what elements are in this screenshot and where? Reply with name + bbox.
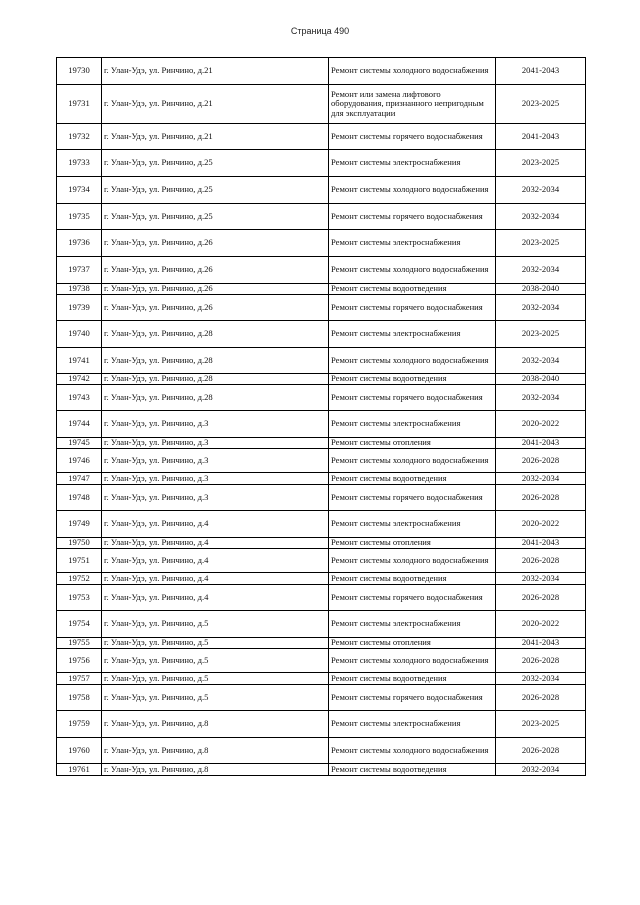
row-work-type: Ремонт системы горячего водоснабжения [329,585,496,611]
row-address: г. Улан-Удэ, ул. Ринчино, д.4 [102,585,329,611]
row-period: 2041-2043 [496,438,586,449]
table-row [57,385,586,411]
row-period: 2032-2034 [496,257,586,284]
row-number: 19744 [57,411,102,438]
row-number: 19750 [57,538,102,549]
row-period: 2026-2028 [496,549,586,573]
row-work-type: Ремонт системы отопления [329,538,496,549]
table-row [57,738,586,764]
row-work-type: Ремонт системы холодного водоснабжения [329,449,496,473]
row-work-type: Ремонт системы холодного водоснабжения [329,257,496,284]
row-period: 2026-2028 [496,485,586,511]
table-row [57,348,586,374]
table-row [57,685,586,711]
row-period: 2020-2022 [496,611,586,638]
row-period: 2038-2040 [496,374,586,385]
row-address: г. Улан-Удэ, ул. Ринчино, д.21 [102,85,329,124]
row-work-type: Ремонт системы отопления [329,438,496,449]
table-row [57,449,586,473]
row-number: 19756 [57,649,102,673]
row-address: г. Улан-Удэ, ул. Ринчино, д.28 [102,348,329,374]
row-number: 19730 [57,58,102,85]
table-row [57,611,586,638]
row-work-type: Ремонт системы электроснабжения [329,411,496,438]
row-address: г. Улан-Удэ, ул. Ринчино, д.28 [102,374,329,385]
row-number: 19753 [57,585,102,611]
row-number: 19735 [57,204,102,230]
table-row [57,150,586,177]
row-number: 19736 [57,230,102,257]
row-period: 2020-2022 [496,411,586,438]
row-number: 19749 [57,511,102,538]
table-row [57,538,586,549]
row-address: г. Улан-Удэ, ул. Ринчино, д.3 [102,485,329,511]
row-number: 19758 [57,685,102,711]
table-row [57,177,586,204]
row-number: 19741 [57,348,102,374]
row-work-type: Ремонт системы электроснабжения [329,611,496,638]
table-row [57,58,586,85]
row-address: г. Улан-Удэ, ул. Ринчино, д.25 [102,177,329,204]
row-address: г. Улан-Удэ, ул. Ринчино, д.5 [102,685,329,711]
table-row [57,511,586,538]
row-work-type: Ремонт системы электроснабжения [329,511,496,538]
row-work-type: Ремонт системы холодного водоснабжения [329,649,496,673]
table-row [57,374,586,385]
row-number: 19739 [57,295,102,321]
row-number: 19734 [57,177,102,204]
page-number-label: Страница 490 [290,26,350,36]
table-row [57,204,586,230]
row-period: 2023-2025 [496,321,586,348]
row-number: 19757 [57,673,102,685]
row-address: г. Улан-Удэ, ул. Ринчино, д.5 [102,673,329,685]
row-work-type: Ремонт системы холодного водоснабжения [329,177,496,204]
row-period: 2020-2022 [496,511,586,538]
table-row [57,649,586,673]
row-address: г. Улан-Удэ, ул. Ринчино, д.21 [102,58,329,85]
row-number: 19738 [57,284,102,295]
row-work-type: Ремонт системы водоотведения [329,473,496,485]
row-period: 2032-2034 [496,348,586,374]
row-period: 2032-2034 [496,177,586,204]
row-address: г. Улан-Удэ, ул. Ринчино, д.8 [102,764,329,776]
row-period: 2026-2028 [496,649,586,673]
table-row [57,673,586,685]
row-address: г. Улан-Удэ, ул. Ринчино, д.26 [102,295,329,321]
row-work-type: Ремонт системы холодного водоснабжения [329,58,496,85]
row-work-type: Ремонт системы электроснабжения [329,150,496,177]
row-work-type: Ремонт системы горячего водоснабжения [329,295,496,321]
row-work-type: Ремонт системы водоотведения [329,673,496,685]
table-row [57,411,586,438]
table-row [57,124,586,150]
row-address: г. Улан-Удэ, ул. Ринчино, д.25 [102,204,329,230]
row-address: г. Улан-Удэ, ул. Ринчино, д.5 [102,638,329,649]
row-work-type: Ремонт системы водоотведения [329,374,496,385]
row-work-type: Ремонт или замена лифтового оборудования, признанного непригодным для эксплуатации [329,85,496,124]
row-address: г. Улан-Удэ, ул. Ринчино, д.4 [102,538,329,549]
table-row [57,573,586,585]
row-period: 2023-2025 [496,85,586,124]
row-number: 19743 [57,385,102,411]
row-period: 2032-2034 [496,295,586,321]
row-period: 2041-2043 [496,638,586,649]
table-row [57,473,586,485]
row-period: 2032-2034 [496,573,586,585]
table-row [57,711,586,738]
row-period: 2041-2043 [496,58,586,85]
row-address: г. Улан-Удэ, ул. Ринчино, д.26 [102,284,329,295]
row-period: 2032-2034 [496,673,586,685]
row-address: г. Улан-Удэ, ул. Ринчино, д.4 [102,549,329,573]
table-row [57,638,586,649]
row-number: 19745 [57,438,102,449]
row-address: г. Улан-Удэ, ул. Ринчино, д.25 [102,150,329,177]
row-period: 2032-2034 [496,764,586,776]
row-address: г. Улан-Удэ, ул. Ринчино, д.5 [102,649,329,673]
row-address: г. Улан-Удэ, ул. Ринчино, д.26 [102,257,329,284]
row-address: г. Улан-Удэ, ул. Ринчино, д.5 [102,611,329,638]
row-number: 19746 [57,449,102,473]
row-work-type: Ремонт системы горячего водоснабжения [329,124,496,150]
row-work-type: Ремонт системы отопления [329,638,496,649]
row-number: 19742 [57,374,102,385]
row-number: 19752 [57,573,102,585]
row-number: 19733 [57,150,102,177]
table-row [57,230,586,257]
row-number: 19759 [57,711,102,738]
table-row [57,257,586,284]
row-address: г. Улан-Удэ, ул. Ринчино, д.28 [102,321,329,348]
table-row [57,295,586,321]
row-work-type: Ремонт системы горячего водоснабжения [329,204,496,230]
row-period: 2038-2040 [496,284,586,295]
row-period: 2026-2028 [496,738,586,764]
repair-schedule-table [56,57,586,776]
row-period: 2026-2028 [496,449,586,473]
table-body [57,58,586,776]
table-row [57,85,586,124]
row-work-type: Ремонт системы электроснабжения [329,230,496,257]
row-number: 19732 [57,124,102,150]
row-address: г. Улан-Удэ, ул. Ринчино, д.3 [102,438,329,449]
row-address: г. Улан-Удэ, ул. Ринчино, д.8 [102,738,329,764]
row-address: г. Улан-Удэ, ул. Ринчино, д.3 [102,449,329,473]
row-period: 2041-2043 [496,538,586,549]
row-address: г. Улан-Удэ, ул. Ринчино, д.28 [102,385,329,411]
row-period: 2023-2025 [496,711,586,738]
row-period: 2041-2043 [496,124,586,150]
row-work-type: Ремонт системы горячего водоснабжения [329,485,496,511]
table-row [57,549,586,573]
row-work-type: Ремонт системы холодного водоснабжения [329,549,496,573]
row-work-type: Ремонт системы холодного водоснабжения [329,348,496,374]
row-address: г. Улан-Удэ, ул. Ринчино, д.8 [102,711,329,738]
row-number: 19751 [57,549,102,573]
row-work-type: Ремонт системы горячего водоснабжения [329,385,496,411]
row-address: г. Улан-Удэ, ул. Ринчино, д.21 [102,124,329,150]
row-number: 19747 [57,473,102,485]
row-number: 19760 [57,738,102,764]
row-work-type: Ремонт системы водоотведения [329,764,496,776]
table-row [57,321,586,348]
row-number: 19754 [57,611,102,638]
row-period: 2023-2025 [496,230,586,257]
row-period: 2026-2028 [496,585,586,611]
row-number: 19731 [57,85,102,124]
table-row [57,438,586,449]
row-number: 19755 [57,638,102,649]
row-number: 19748 [57,485,102,511]
row-work-type: Ремонт системы горячего водоснабжения [329,685,496,711]
row-address: г. Улан-Удэ, ул. Ринчино, д.4 [102,511,329,538]
row-work-type: Ремонт системы электроснабжения [329,321,496,348]
row-work-type: Ремонт системы водоотведения [329,284,496,295]
row-address: г. Улан-Удэ, ул. Ринчино, д.3 [102,411,329,438]
row-number: 19737 [57,257,102,284]
row-address: г. Улан-Удэ, ул. Ринчино, д.3 [102,473,329,485]
table-row [57,764,586,776]
row-number: 19761 [57,764,102,776]
row-period: 2032-2034 [496,385,586,411]
table-row [57,585,586,611]
row-period: 2023-2025 [496,150,586,177]
table-row [57,284,586,295]
table-row [57,485,586,511]
row-number: 19740 [57,321,102,348]
row-period: 2026-2028 [496,685,586,711]
row-work-type: Ремонт системы электроснабжения [329,711,496,738]
row-work-type: Ремонт системы водоотведения [329,573,496,585]
row-period: 2032-2034 [496,473,586,485]
row-address: г. Улан-Удэ, ул. Ринчино, д.26 [102,230,329,257]
row-address: г. Улан-Удэ, ул. Ринчино, д.4 [102,573,329,585]
row-period: 2032-2034 [496,204,586,230]
row-work-type: Ремонт системы холодного водоснабжения [329,738,496,764]
